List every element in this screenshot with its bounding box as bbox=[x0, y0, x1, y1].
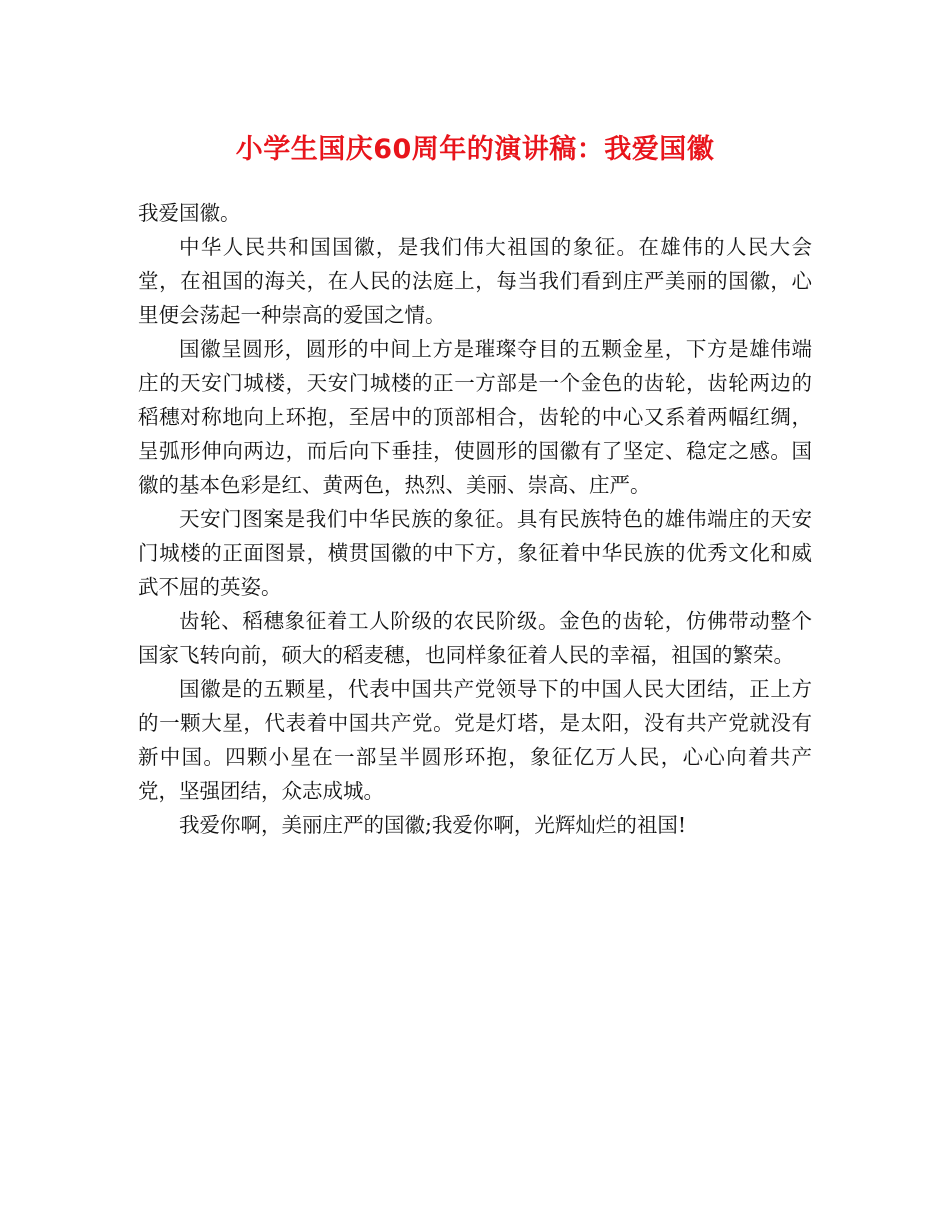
paragraph-5: 齿轮、稻穗象征着工人阶级的农民阶级。金色的齿轮，仿佛带动整个国家飞转向前，硕大的稻麦穗，也同样象征着人民的幸福，祖国的繁荣。 bbox=[138, 609, 812, 667]
paragraph-3: 国徽呈圆形，圆形的中间上方是璀璨夺目的五颗金星，下方是雄伟端庄的天安门城楼，天安门城楼的正一方部是一个金色的齿轮，齿轮两边的稻穗对称地向上环抱，至居中的顶部相合，齿轮的中心又系着两幅红绸，呈弧形伸向两边，而后向下垂挂，使圆形的国徽有了坚定、稳定之感。国徽的基本色彩是红、黄两色，热烈、美丽、崇高、庄严。 bbox=[138, 337, 812, 497]
document-body bbox=[138, 196, 812, 842]
paragraph-6: 国徽是的五颗星，代表中国共产党领导下的中国人民大团结，正上方的一颗大星，代表着中国共产党。党是灯塔，是太阳，没有共产党就没有新中国。四颗小星在一部呈半圆形环抱，象征亿万人民，心心向着共产党，坚强团结，众志成城。 bbox=[138, 677, 812, 803]
paragraph-1: 我爱国徽。 bbox=[138, 201, 241, 225]
document-title: 小学生国庆60周年的演讲稿：我爱国徽 bbox=[235, 134, 715, 165]
paragraph-2: 中华人民共和国国徽，是我们伟大祖国的象征。在雄伟的人民大会堂，在祖国的海关，在人民的法庭上，每当我们看到庄严美丽的国徽，心里便会荡起一种崇高的爱国之情。 bbox=[138, 235, 812, 327]
paragraph-4: 天安门图案是我们中华民族的象征。具有民族特色的雄伟端庄的天安门城楼的正面图景，横贯国徽的中下方，象征着中华民族的优秀文化和威武不屈的英姿。 bbox=[138, 507, 812, 599]
paragraph-7: 我爱你啊，美丽庄严的国徽;我爱你啊，光辉灿烂的祖国! bbox=[179, 813, 687, 837]
